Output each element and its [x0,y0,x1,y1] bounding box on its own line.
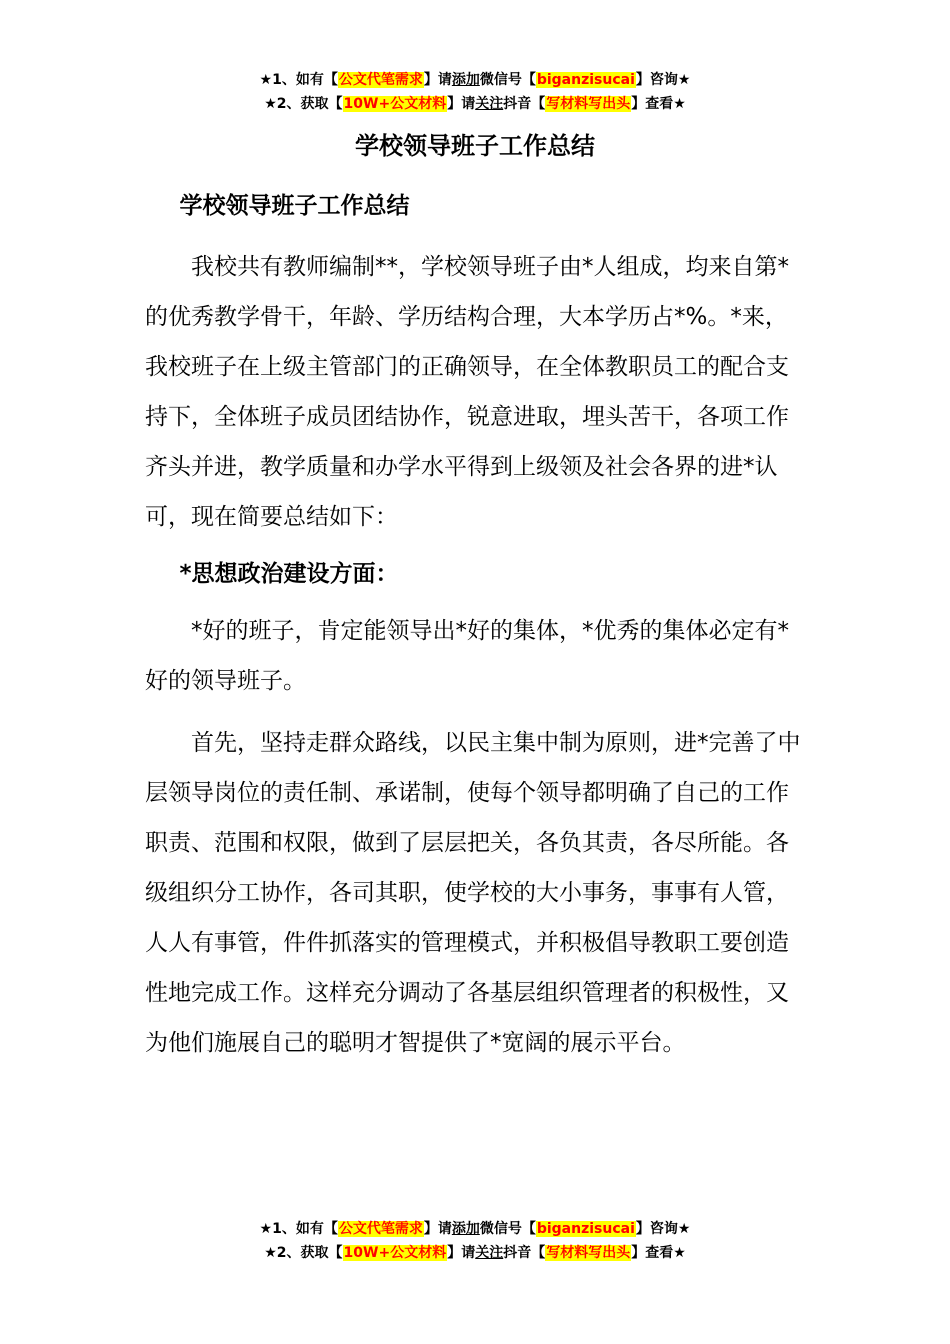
document-body [145,186,805,1068]
banner-text: 1、如有【 [272,72,338,88]
paragraph-team: *好的班子，肯定能领导出*好的集体，*优秀的集体必定有*好的领导班子。 [145,618,789,694]
banner-text: 1、如有【 [272,1221,338,1237]
star-icon: ★ [677,72,691,88]
banner-text: 微信号【 [479,72,536,88]
underlined-text: 添加 [451,72,480,88]
star-icon: ★ [673,1245,686,1261]
section-heading-political: *思想政治建设方面： [179,561,399,587]
bottom-banner [0,1217,950,1265]
banner-text: 】查看 [631,96,674,112]
underlined-text: 添加 [451,1221,480,1237]
star-icon: ★ [677,1221,691,1237]
highlight-douyin-account: 写材料写出头 [546,1245,631,1261]
star-icon: ★ [673,96,686,112]
banner-text: 2、获取【 [276,96,343,112]
star-icon: ★ [264,96,277,112]
star-icon: ★ [264,1245,277,1261]
section-heading: 学校领导班子工作总结 [179,193,410,219]
banner-text: 】请 [447,96,476,112]
banner-text: 】请 [423,72,452,88]
banner-text: 抖音【 [503,96,546,112]
banner-text: 2、获取【 [276,1245,343,1261]
underlined-text: 关注 [475,1245,504,1261]
banner-text: 微信号【 [479,1221,536,1237]
document-title: 学校领导班子工作总结 [355,132,595,160]
highlight-service: 公文代笔需求 [338,1221,423,1237]
paragraph-firstly: 首先，坚持走群众路线，以民主集中制为原则，进*完善了中层领导岗位的责任制、承诺制，使每个领导都明确了自己的工作职责、范围和权限，做到了层层把关，各负其责，各尽所能。各级组织分工协作，各司其职，使学校的大小事务，事事有人管，人人有事管，件件抓落实的管理模式，并积极倡导教职工要创造性地完成工作。这样充分调动了各基层组织管理者的积极性，又为他们施展自己的聪明才智提供了*宽阔的展示平台。 [145,730,801,1056]
banner-text: 】请 [423,1221,452,1237]
star-icon: ★ [259,1221,273,1237]
highlight-materials: 10W+公文材料 [343,96,447,112]
paragraph-intro: 我校共有教师编制**，学校领导班子由*人组成，均来自第*的优秀教学骨干，年龄、学历结构合理，大本学历占*%。*来，我校班子在上级主管部门的正确领导，在全体教职员工的配合支持下，全体班子成员团结协作，锐意进取，埋头苦干，各项工作齐头并进，教学质量和办学水平得到上级领及社会各界的进*认可，现在简要总结如下： [145,254,789,530]
highlight-douyin-account: 写材料写出头 [546,96,631,112]
banner-text: 抖音【 [503,1245,546,1261]
banner-line-2 [0,1241,950,1265]
banner-text: 】请 [447,1245,476,1261]
top-banner [0,68,950,116]
highlight-wechat-id: biganzisucai [536,72,635,88]
banner-line-2 [0,92,950,116]
highlight-wechat-id: biganzisucai [536,1221,635,1237]
banner-text: 】查看 [631,1245,674,1261]
banner-text: 】咨询 [635,72,678,88]
banner-text: 】咨询 [635,1221,678,1237]
star-icon: ★ [259,72,273,88]
banner-line-1 [0,68,950,92]
highlight-service: 公文代笔需求 [338,72,423,88]
highlight-materials: 10W+公文材料 [343,1245,447,1261]
banner-line-1 [0,1217,950,1241]
underlined-text: 关注 [475,96,504,112]
